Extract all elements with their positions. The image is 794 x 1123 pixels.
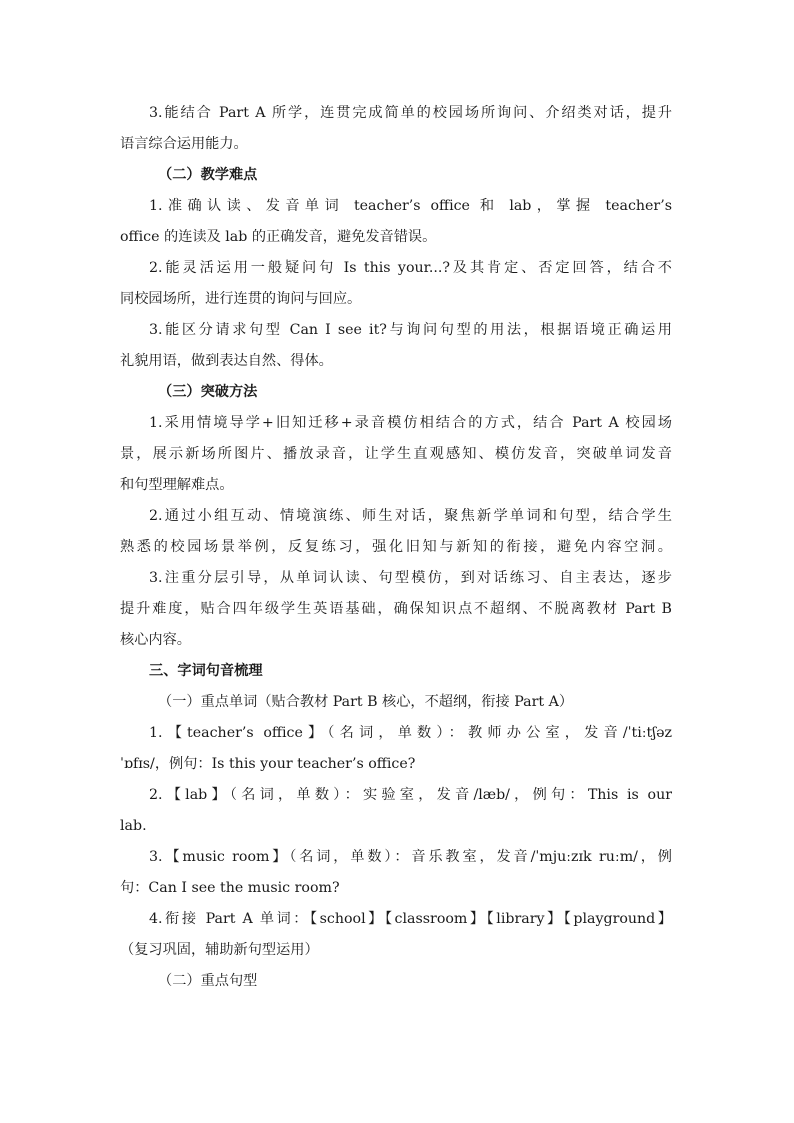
paragraph-line: 语言综合运用能力。: [120, 136, 248, 152]
paragraph-line: 3.能区分请求句型 Can I see it?与询问句型的用法，根据语境正确运用: [149, 322, 672, 338]
paragraph-line: 提升难度，贴合四年级学生英语基础，确保知识点不超纲、不脱离教材 Part B: [120, 601, 672, 617]
paragraph-line: 3.能结合 Part A 所学，连贯完成简单的校园场所询问、介绍类对话，提升: [149, 105, 672, 121]
paragraph-line: 2.通过小组互动、情境演练、师生对话，聚焦新学单词和句型，结合学生: [149, 508, 672, 524]
paragraph-line: 1.【teacher’s office】（名词，单数）：教师办公室，发音/ˈtiːtʃəz: [149, 725, 672, 741]
paragraph-line: 3.【music room】（名词，单数）：音乐教室，发音/ˈmjuːzɪk ruːm/，例: [149, 849, 672, 865]
paragraph-line: 3.注重分层引导，从单词认读、句型模仿，到对话练习、自主表达，逐步: [149, 570, 672, 586]
document-page: [120, 98, 672, 997]
paragraph-line: 1.采用情境导学+旧知迁移+录音模仿相结合的方式，结合 Part A 校园场: [149, 415, 672, 431]
paragraph-line: 核心内容。: [120, 632, 191, 648]
paragraph-line: 2.能灵活运用一般疑问句 Is this your...?及其肯定、否定回答，结合不: [149, 260, 672, 276]
section-heading: （二）教学难点: [158, 167, 258, 183]
paragraph-line: 4.衔接 Part A 单词：【school】【classroom】【library】【playground】: [149, 911, 672, 927]
paragraph-line: 和句型理解难点。: [120, 477, 234, 493]
paragraph-line: 礼貌用语，做到表达自然、得体。: [120, 353, 333, 369]
paragraph-line: 同校园场所，进行连贯的询问与回应。: [120, 291, 362, 307]
subsection-heading: （一）重点单词（贴合教材 Part B 核心，不超纲，衔接 Part A）: [158, 694, 574, 710]
paragraph-line: 句：Can I see the music room?: [120, 880, 340, 896]
section-heading: （三）突破方法: [158, 384, 258, 400]
paragraph-line: 2.【lab】（名词，单数）：实验室，发音/læb/，例句：This is our: [149, 787, 672, 803]
paragraph-line: ˈɒfɪs/，例句：Is this your teacher’s office?: [120, 756, 416, 772]
paragraph-line: office 的连读及 lab 的正确发音，避免发音错误。: [120, 229, 437, 245]
section-heading: 三、字词句音梳理: [149, 663, 263, 679]
paragraph-line: 熟悉的校园场景举例，反复练习，强化旧知与新知的衔接，避免内容空洞。: [120, 539, 672, 555]
paragraph-line: （复习巩固，辅助新句型运用）: [120, 942, 319, 958]
paragraph-line: lab.: [120, 818, 147, 834]
paragraph-line: 1.准确认读、发音单词 teacher’s office 和 lab，掌握 teacher’s: [149, 198, 672, 214]
paragraph-line: 景，展示新场所图片、播放录音，让学生直观感知、模仿发音，突破单词发音: [120, 446, 672, 462]
subsection-heading: （二）重点句型: [158, 973, 258, 989]
